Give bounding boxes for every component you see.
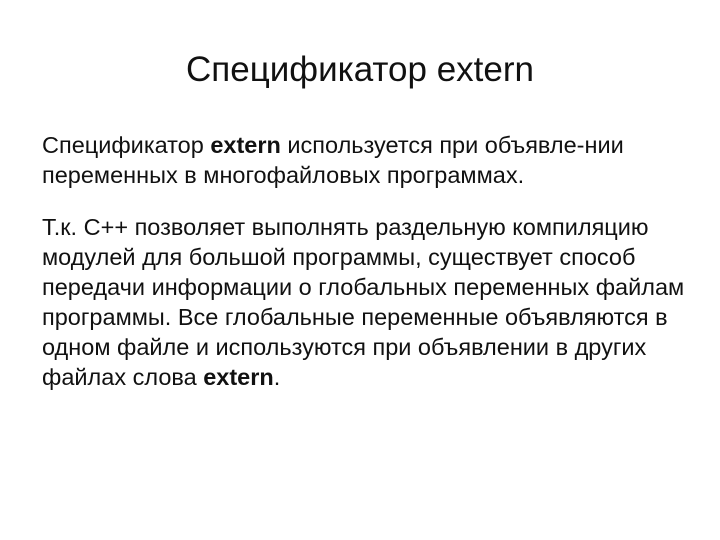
paragraph-text: .: [273, 364, 281, 390]
keyword-extern: extern: [203, 364, 274, 390]
keyword-extern: extern: [210, 132, 281, 158]
paragraph-text: Спецификатор: [42, 132, 211, 158]
slide-title: Спецификатор extern: [186, 50, 534, 89]
paragraph-text: Т.к. С++ позволяет выполнять раздельную компиляцию модулей для большой программы, существует способ передачи информации о глобальных переменных файлам программы. Все глобальные переменные объявляются в одном файле и используются при объявлении в других файлах слова: [42, 214, 685, 390]
paragraph-extern-usage: [42, 130, 692, 190]
slide-body: [42, 130, 692, 392]
paragraph-separate-compilation: [42, 212, 692, 392]
paragraph-text: используется при объявле-нии переменных в многофайловых программах.: [42, 132, 624, 188]
